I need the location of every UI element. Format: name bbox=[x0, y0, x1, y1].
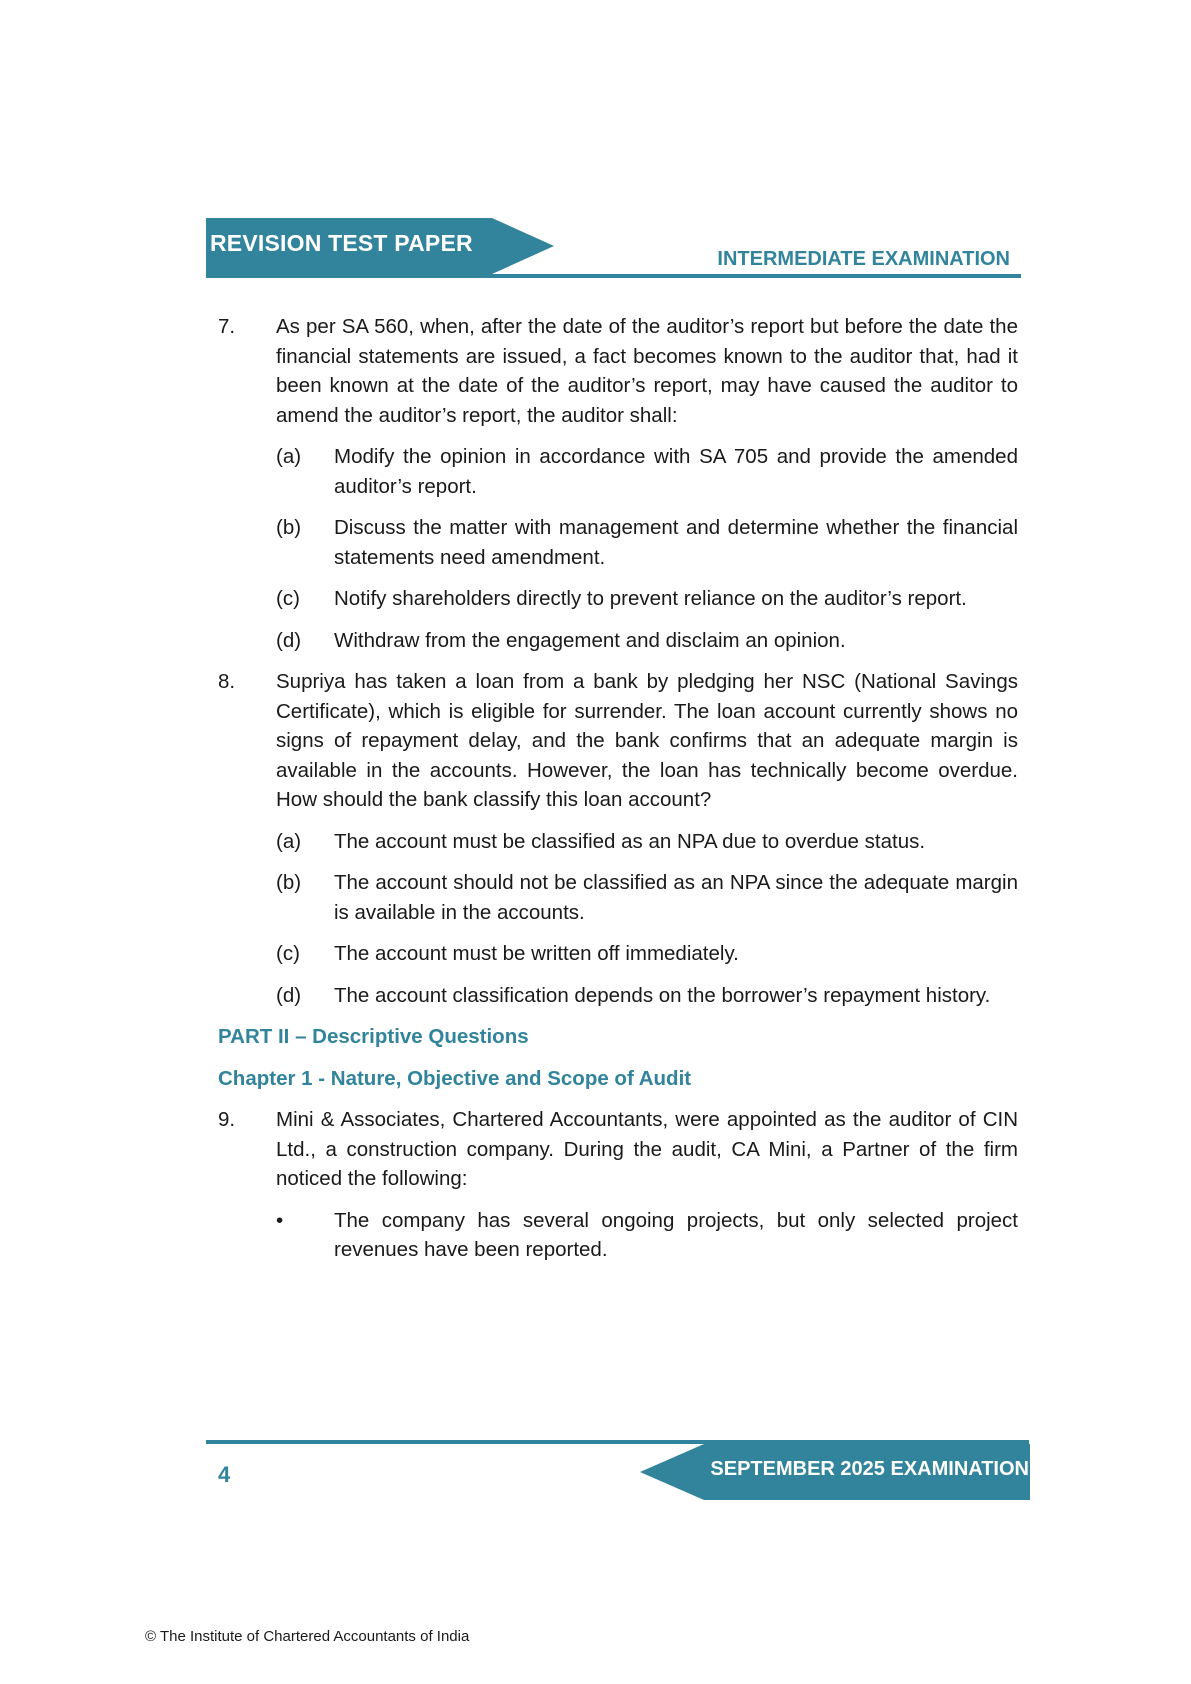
option-text: Withdraw from the engagement and disclaim an opinion. bbox=[334, 628, 846, 652]
question-7 bbox=[218, 312, 1018, 430]
header-title: REVISION TEST PAPER bbox=[210, 230, 473, 256]
option-item bbox=[276, 981, 1018, 1011]
option-label: (a) bbox=[276, 445, 302, 468]
bullet-text: The company has several ongoing projects, but only selected project revenues have been reported. bbox=[334, 1208, 1018, 1261]
header-divider bbox=[206, 274, 1021, 278]
option-text: Discuss the matter with management and determine whether the financial statements need amendment. bbox=[334, 516, 1018, 569]
option-label: (b) bbox=[276, 516, 302, 539]
part-heading: PART II – Descriptive Questions bbox=[218, 1025, 529, 1048]
footer-exam-name: SEPTEMBER 2025 EXAMINATION bbox=[710, 1458, 1029, 1480]
question-number: 8. bbox=[218, 670, 236, 693]
chapter-heading: Chapter 1 - Nature, Objective and Scope of Audit bbox=[218, 1066, 692, 1090]
copyright-notice: © The Institute of Chartered Accountants of India bbox=[145, 1628, 470, 1645]
option-item bbox=[276, 584, 1018, 614]
option-text: Modify the opinion in accordance with SA 705 and provide the amended auditor’s report. bbox=[334, 445, 1018, 498]
option-label: (b) bbox=[276, 871, 302, 894]
option-text: The account should not be classified as an NPA since the adequate margin is available in the accounts. bbox=[334, 871, 1018, 924]
option-text: Notify shareholders directly to prevent reliance on the auditor’s report. bbox=[334, 587, 967, 610]
option-item bbox=[276, 939, 1018, 969]
page-number: 4 bbox=[218, 1462, 231, 1487]
bullet-icon: • bbox=[276, 1208, 284, 1232]
question-text: Mini & Associates, Chartered Accountants, were appointed as the auditor of CIN Ltd., a construction company. During the audit, CA Mini, a Partner of the firm noticed the following: bbox=[276, 1108, 1018, 1190]
option-text: The account must be classified as an NPA due to overdue status. bbox=[334, 829, 926, 853]
option-label: (c) bbox=[276, 587, 300, 610]
question-number: 7. bbox=[218, 315, 236, 338]
question-text: As per SA 560, when, after the date of the auditor’s report but before the date the financial statements are issued, a fact becomes known to the auditor that, had it been known at the date of the auditor’s report, may have caused the auditor to amend the auditor’s report, the auditor shall: bbox=[276, 315, 1018, 427]
question-9 bbox=[218, 1105, 1018, 1194]
option-text: The account must be written off immediately. bbox=[334, 942, 739, 965]
option-item bbox=[276, 626, 1018, 656]
bullet-item bbox=[276, 1206, 1018, 1265]
option-item bbox=[276, 442, 1018, 501]
option-label: (d) bbox=[276, 628, 302, 652]
option-text: The account classification depends on the borrower’s repayment history. bbox=[334, 983, 991, 1007]
page-content bbox=[218, 312, 1018, 1277]
option-label: (a) bbox=[276, 829, 302, 853]
option-label: (c) bbox=[276, 942, 300, 965]
option-item bbox=[276, 868, 1018, 927]
question-number: 9. bbox=[218, 1108, 236, 1131]
option-item bbox=[276, 513, 1018, 572]
question-8 bbox=[218, 667, 1018, 815]
option-label: (d) bbox=[276, 983, 302, 1007]
question-text: Supriya has taken a loan from a bank by pledging her NSC (National Savings Certificate), which is eligible for surrender. The loan account currently shows no signs of repayment delay, and the bank confirms that an adequate margin is available in the accounts. However, the loan has technically become overdue. How should the bank classify this loan account? bbox=[276, 670, 1018, 811]
header-exam-name: INTERMEDIATE EXAMINATION bbox=[717, 248, 1010, 270]
option-item bbox=[276, 827, 1018, 857]
